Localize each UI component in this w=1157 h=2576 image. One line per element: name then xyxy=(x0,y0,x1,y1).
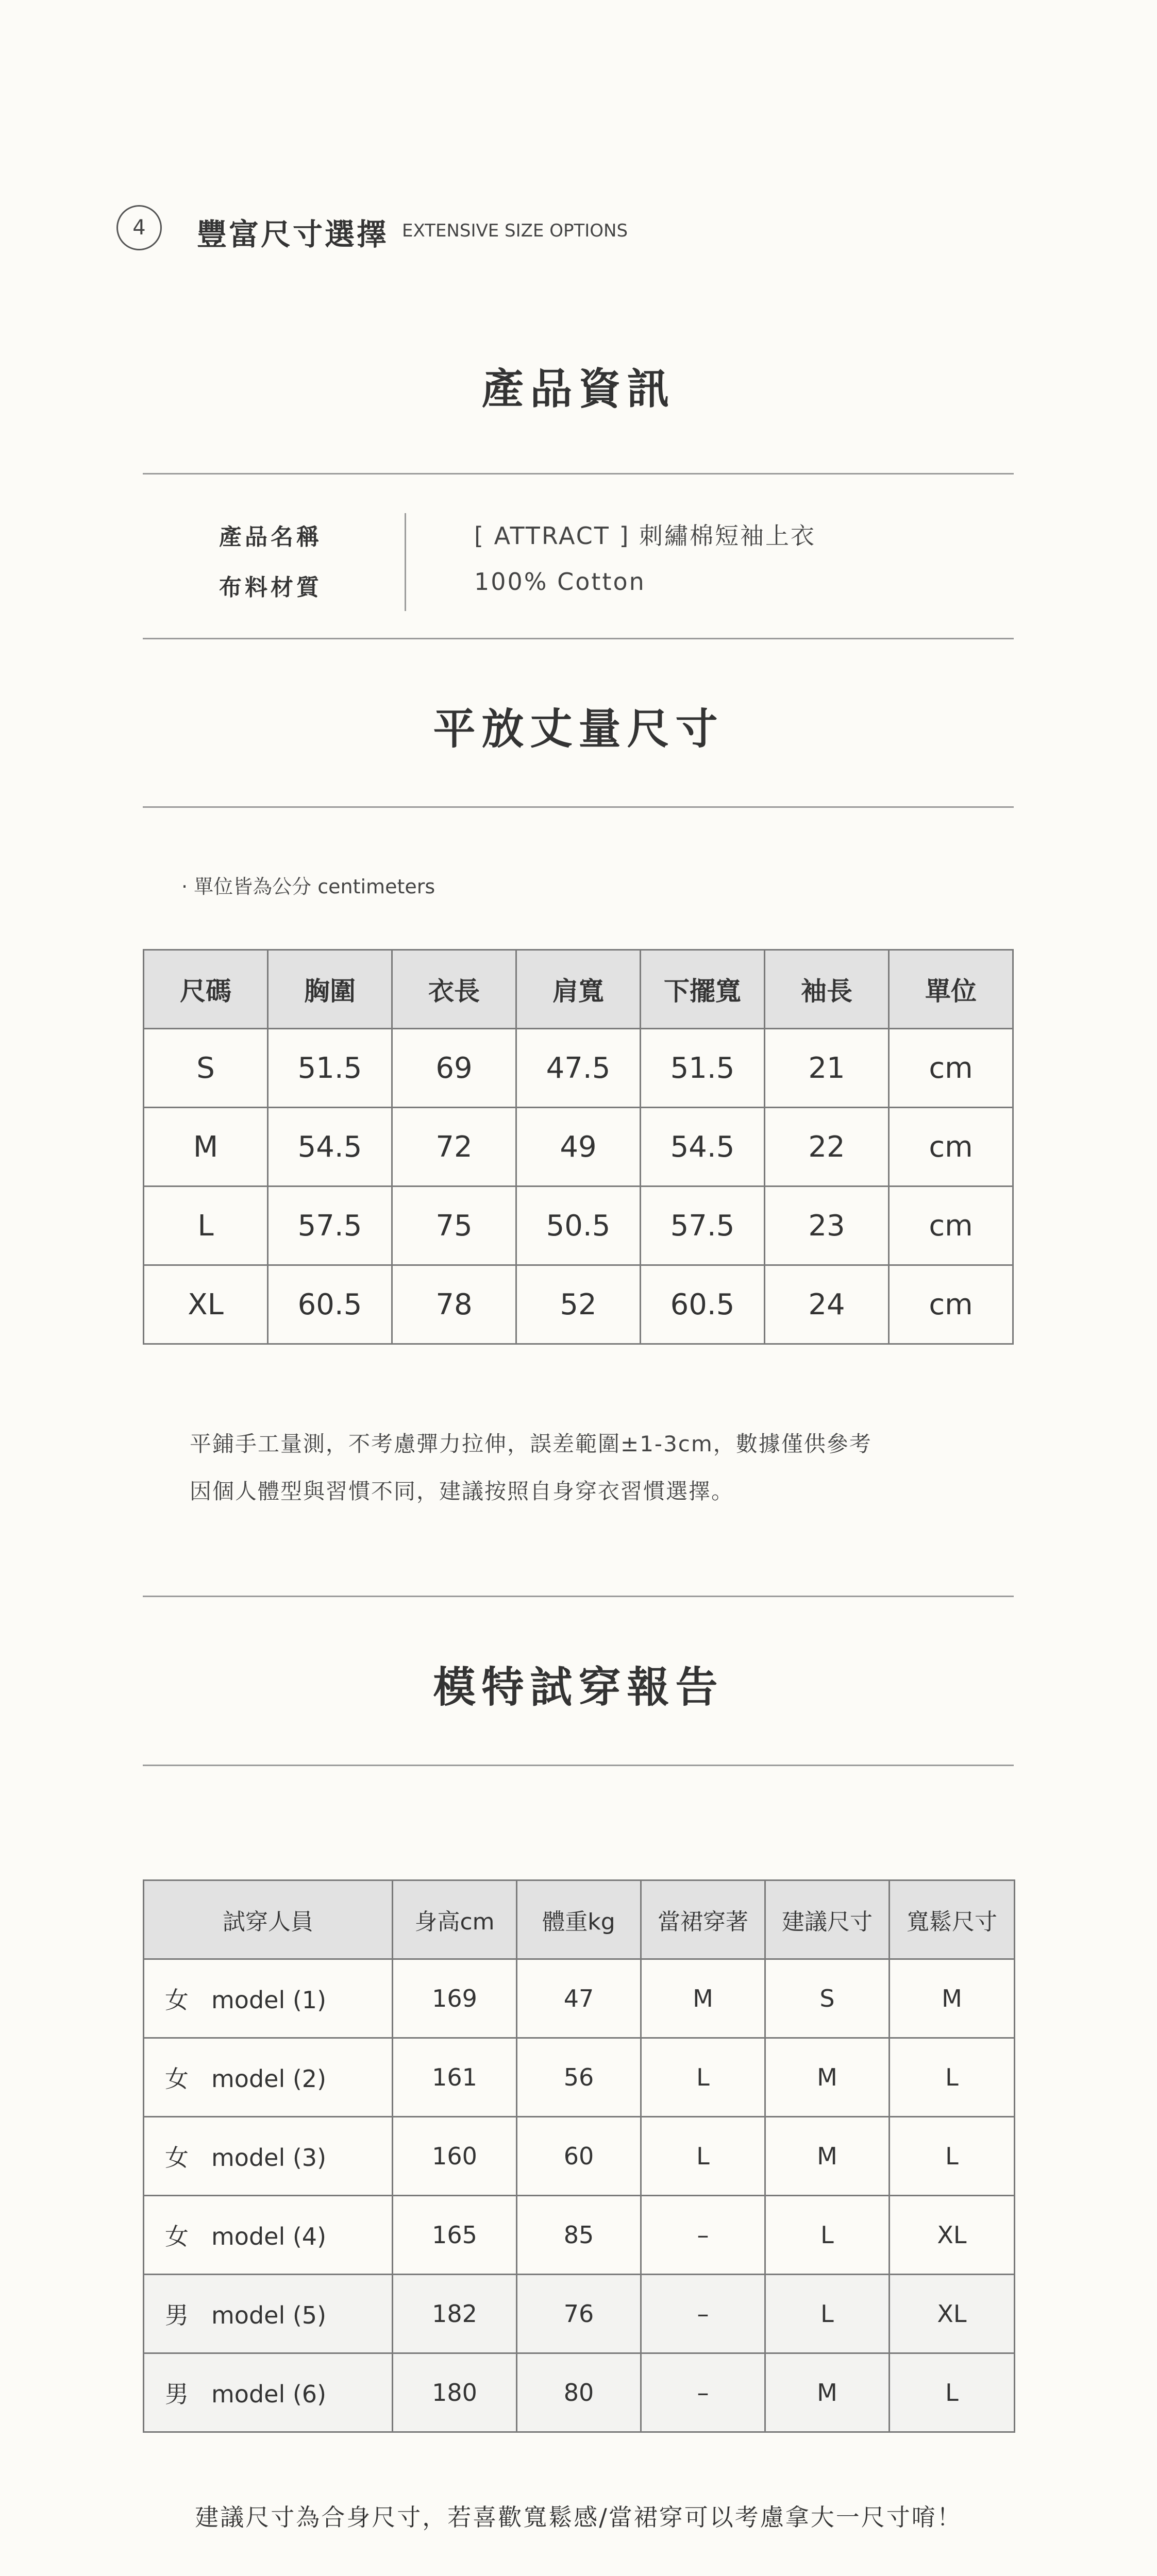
cell-dress: M xyxy=(641,1959,765,2038)
cell-dress: – xyxy=(641,2275,765,2353)
cell-weight: 76 xyxy=(517,2275,641,2353)
section-heading: 豐富尺寸選擇 xyxy=(197,217,389,252)
cell-size: M xyxy=(144,1108,268,1187)
cell-height: 169 xyxy=(393,1959,517,2038)
table-row xyxy=(144,2275,1015,2353)
model-name: model (4) xyxy=(211,2223,327,2250)
cell-weight: 80 xyxy=(517,2353,641,2432)
divider xyxy=(143,1765,1014,1766)
cell-chest: 60.5 xyxy=(268,1265,392,1344)
cell-height: 161 xyxy=(393,2038,517,2117)
fitting-report-title: 模特試穿報告 xyxy=(433,1663,724,1712)
col-header-chest: 胸圍 xyxy=(268,950,392,1029)
table-row xyxy=(144,1265,1013,1344)
table-header-row xyxy=(144,1880,1015,1959)
cell-height: 160 xyxy=(393,2117,517,2196)
cell-loose: M xyxy=(890,1959,1015,2038)
cell-suggest: S xyxy=(765,1959,890,2038)
model-name: model (1) xyxy=(211,1986,327,2014)
col-header-length: 衣長 xyxy=(392,950,516,1029)
cell-height: 182 xyxy=(393,2275,517,2353)
gender-label: 女 xyxy=(165,2144,189,2172)
info-label-material: 布料材質 xyxy=(219,574,322,601)
col-header-height: 身高cm xyxy=(393,1880,517,1959)
measurements-title: 平放丈量尺寸 xyxy=(433,705,724,754)
model-name: model (5) xyxy=(211,2301,327,2329)
cell-model xyxy=(144,2275,393,2353)
gender-label: 男 xyxy=(165,2380,189,2408)
cell-weight: 56 xyxy=(517,2038,641,2117)
col-header-shoulder: 肩寬 xyxy=(516,950,641,1029)
col-header-weight: 體重kg xyxy=(517,1880,641,1959)
cell-unit: cm xyxy=(889,1265,1013,1344)
gender-label: 女 xyxy=(165,2223,189,2250)
product-info-title: 產品資訊 xyxy=(481,365,676,414)
info-label-name: 產品名稱 xyxy=(219,524,322,550)
col-header-dress: 當裙穿著 xyxy=(641,1880,765,1959)
table-row xyxy=(144,1029,1013,1108)
gender-label: 女 xyxy=(165,1986,189,2014)
cell-suggest: M xyxy=(765,2353,890,2432)
table-header-row xyxy=(144,950,1013,1029)
cell-loose: XL xyxy=(890,2275,1015,2353)
cell-suggest: L xyxy=(765,2275,890,2353)
cell-hem: 60.5 xyxy=(641,1265,765,1344)
table-row xyxy=(144,1187,1013,1265)
col-header-sleeve: 袖長 xyxy=(765,950,889,1029)
col-header-loose: 寬鬆尺寸 xyxy=(890,1880,1015,1959)
cell-model xyxy=(144,2196,393,2275)
cell-height: 165 xyxy=(393,2196,517,2275)
cell-shoulder: 50.5 xyxy=(516,1187,641,1265)
cell-dress: L xyxy=(641,2117,765,2196)
cell-size: S xyxy=(144,1029,268,1108)
unit-note: · 單位皆為公分 centimeters xyxy=(181,875,435,898)
cell-size: L xyxy=(144,1187,268,1265)
cell-hem: 57.5 xyxy=(641,1187,765,1265)
fitting-table xyxy=(143,1879,1015,2433)
divider xyxy=(143,806,1014,808)
col-header-model: 試穿人員 xyxy=(144,1880,393,1959)
cell-unit: cm xyxy=(889,1187,1013,1265)
cell-sleeve: 22 xyxy=(765,1108,889,1187)
cell-model xyxy=(144,2117,393,2196)
info-value-material: 100% Cotton xyxy=(474,568,646,596)
cell-length: 75 xyxy=(392,1187,516,1265)
info-value-name: [ ATTRACT ] 刺繡棉短袖上衣 xyxy=(474,522,816,550)
cell-size: XL xyxy=(144,1265,268,1344)
table-row xyxy=(144,1959,1015,2038)
table-row xyxy=(144,2038,1015,2117)
divider xyxy=(143,1596,1014,1597)
table-row xyxy=(144,2196,1015,2275)
section-subheading: EXTENSIVE SIZE OPTIONS xyxy=(402,221,628,241)
col-header-unit: 單位 xyxy=(889,950,1013,1029)
size-advice-note: 建議尺寸為合身尺寸，若喜歡寬鬆感/當裙穿可以考慮拿大一尺寸唷！ xyxy=(195,2503,962,2531)
model-name: model (6) xyxy=(211,2380,327,2408)
cell-loose: L xyxy=(890,2117,1015,2196)
gender-label: 男 xyxy=(165,2301,189,2329)
cell-unit: cm xyxy=(889,1108,1013,1187)
cell-shoulder: 49 xyxy=(516,1108,641,1187)
cell-loose: L xyxy=(890,2353,1015,2432)
cell-suggest: M xyxy=(765,2117,890,2196)
measurement-disclaimer-2: 因個人體型與習慣不同，建議按照自身穿衣習慣選擇。 xyxy=(190,1479,734,1504)
cell-loose: L xyxy=(890,2038,1015,2117)
col-header-suggest: 建議尺寸 xyxy=(765,1880,890,1959)
cell-model xyxy=(144,1959,393,2038)
cell-unit: cm xyxy=(889,1029,1013,1108)
divider xyxy=(143,638,1014,639)
cell-chest: 57.5 xyxy=(268,1187,392,1265)
cell-model xyxy=(144,2353,393,2432)
col-header-size: 尺碼 xyxy=(144,950,268,1029)
size-table xyxy=(143,949,1014,1345)
cell-weight: 85 xyxy=(517,2196,641,2275)
col-header-hem: 下擺寬 xyxy=(641,950,765,1029)
table-row xyxy=(144,1108,1013,1187)
cell-weight: 60 xyxy=(517,2117,641,2196)
cell-length: 72 xyxy=(392,1108,516,1187)
cell-chest: 54.5 xyxy=(268,1108,392,1187)
cell-hem: 54.5 xyxy=(641,1108,765,1187)
table-row xyxy=(144,2117,1015,2196)
cell-dress: – xyxy=(641,2353,765,2432)
cell-shoulder: 52 xyxy=(516,1265,641,1344)
cell-height: 180 xyxy=(393,2353,517,2432)
section-number: 4 xyxy=(132,216,146,240)
gender-label: 女 xyxy=(165,2065,189,2093)
cell-loose: XL xyxy=(890,2196,1015,2275)
table-row xyxy=(144,2353,1015,2432)
section-number-badge xyxy=(116,205,162,250)
cell-weight: 47 xyxy=(517,1959,641,2038)
cell-length: 78 xyxy=(392,1265,516,1344)
cell-sleeve: 23 xyxy=(765,1187,889,1265)
cell-sleeve: 21 xyxy=(765,1029,889,1108)
measurement-disclaimer-1: 平鋪手工量測，不考慮彈力拉伸，誤差範圍±1-3cm，數據僅供參考 xyxy=(190,1431,872,1456)
info-divider-vertical xyxy=(405,513,406,611)
divider xyxy=(143,473,1014,474)
model-name: model (2) xyxy=(211,2065,327,2093)
cell-suggest: M xyxy=(765,2038,890,2117)
model-name: model (3) xyxy=(211,2144,327,2172)
cell-dress: L xyxy=(641,2038,765,2117)
cell-suggest: L xyxy=(765,2196,890,2275)
cell-length: 69 xyxy=(392,1029,516,1108)
cell-model xyxy=(144,2038,393,2117)
cell-shoulder: 47.5 xyxy=(516,1029,641,1108)
cell-chest: 51.5 xyxy=(268,1029,392,1108)
cell-sleeve: 24 xyxy=(765,1265,889,1344)
cell-dress: – xyxy=(641,2196,765,2275)
cell-hem: 51.5 xyxy=(641,1029,765,1108)
